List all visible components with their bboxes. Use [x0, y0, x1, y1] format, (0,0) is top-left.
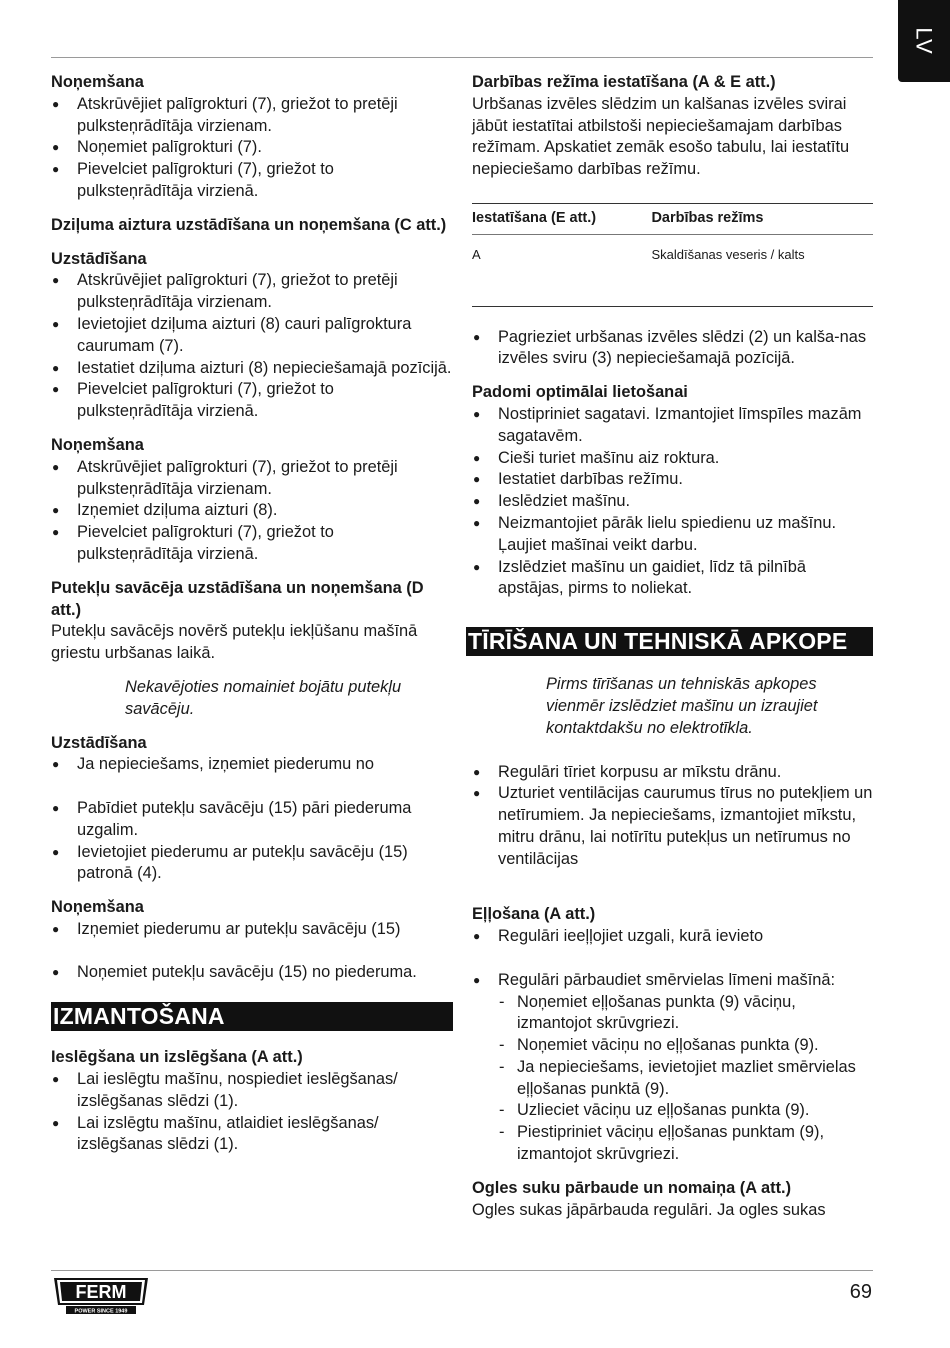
list-item: ● Izņemiet dziļuma aizturi (8).: [51, 500, 453, 522]
list-item: ● Noņemiet putekļu savācēju (15) no piederuma.: [51, 962, 453, 984]
list-item: - Uzlieciet vāciņu uz eļļošanas punkta (9).: [498, 1100, 873, 1122]
bullet-list: [51, 919, 453, 941]
page-number: 69: [849, 1281, 872, 1303]
list-item: ● Regulāri tīriet korpusu ar mīkstu drānu.: [472, 762, 873, 784]
bullet-list: [51, 1069, 453, 1156]
list-item: ● Noņemiet palīgrokturi (7).: [51, 137, 453, 159]
list-item: ● Pagrieziet urbšanas izvēles slēdzi (2) un kalša-nas izvēles sviru (3) nepieciešamajā pozīcijā.: [472, 327, 873, 371]
section-heading: Uzstādīšana: [51, 733, 147, 752]
list-item: ● Ievietojiet dziļuma aizturi (8) cauri palīgroktura caurumam (7).: [51, 314, 453, 358]
list-item: ● Ja nepieciešams, izņemiet piederumu no: [51, 754, 453, 776]
bullet-list: [51, 754, 453, 776]
section-heading: Noņemšana: [51, 73, 144, 91]
list-item: ● Atskrūvējiet palīgrokturi (7), griežot to pretēji pulksteņrādītāja virzienam.: [51, 457, 453, 501]
list-item: ● Lai izslēgtu mašīnu, atlaidiet ieslēgšanas/ izslēgšanas slēdzi (1).: [51, 1113, 453, 1157]
table-cell: A: [472, 246, 481, 262]
list-item: ● Ievietojiet piederumu ar putekļu savācēju (15) patronā (4).: [51, 842, 453, 886]
top-rule: [51, 57, 873, 58]
list-item: - Ja nepieciešams, ievietojiet mazliet smērvielas eļļošanas punktā (9).: [498, 1057, 873, 1101]
bullet-list: [472, 404, 873, 600]
bullet-list: [51, 798, 453, 885]
table-header: Iestatīšana (E att.): [472, 203, 651, 234]
right-column: [468, 72, 873, 1221]
section-heading: Darbības režīma iestatīšana (A & E att.): [472, 73, 776, 91]
list-item: ● Iestatiet darbības režīmu.: [472, 469, 873, 491]
list-item: ● Pievelciet palīgrokturi (7), griežot to pulksteņrādītāja virzienā.: [51, 522, 453, 566]
section-heading: Ieslēgšana un izslēgšana (A att.): [51, 1048, 303, 1067]
dash-list: [472, 992, 873, 1166]
list-item: ● Ieslēdziet mašīnu.: [472, 491, 873, 513]
table-cell: Skaldīšanas veseris / kalts: [651, 246, 805, 262]
bullet-list: [472, 970, 873, 992]
list-item: ● Pievelciet palīgrokturi (7), griežot to pulksteņrādītāja virzienā.: [51, 379, 453, 423]
paragraph: Urbšanas izvēles slēdzim un kalšanas izvēles svirai jābūt iestatītai atbilstoši nepieciešamajam darbības režīmam. Apskatiet zemāk esošo tabulu, lai iestatītu nepieciešamo darbības režīmu.: [472, 94, 850, 179]
section-band: IZMANTOŠANA: [51, 1002, 453, 1031]
section-heading: Noņemšana: [51, 435, 144, 454]
bullet-list: [472, 327, 873, 371]
logo-tagline: POWER SINCE 1949: [74, 1308, 128, 1315]
language-tab: [898, 0, 950, 82]
list-item: ● Pabīdiet putekļu savācēju (15) pāri piederuma uzgalim.: [51, 798, 453, 842]
list-item: ● Lai ieslēgtu mašīnu, nospiediet ieslēgšanas/ izslēgšanas slēdzi (1).: [51, 1069, 453, 1113]
paragraph: Ogles sukas jāpārbauda regulāri. Ja ogles sukas: [472, 1200, 826, 1219]
list-item: ● Pievelciet palīgrokturi (7), griežot to pulksteņrādītāja virzienā.: [51, 159, 453, 203]
section-heading: Uzstādīšana: [51, 249, 147, 268]
note: Pirms tīrīšanas un tehniskās apkopes vienmēr izslēdziet mašīnu un izraujiet kontaktdakšu no elektrotīkla.: [546, 675, 818, 737]
list-item: ● Iestatiet dziļuma aizturi (8) nepieciešamajā pozīcijā.: [51, 358, 453, 380]
list-item: - Noņemiet vāciņu no eļļošanas punkta (9).: [498, 1035, 873, 1057]
left-column: [51, 72, 453, 1156]
table-row: [472, 234, 873, 273]
section-band: TĪRĪŠANA UN TEHNISKĀ APKOPE: [466, 627, 873, 656]
mode-table: [472, 203, 873, 307]
language-code: LV: [912, 27, 937, 55]
section-heading: Dziļuma aiztura uzstādīšana un noņemšana (C att.): [51, 215, 447, 234]
note: Nekavējoties nomainiet bojātu putekļu savācēju.: [125, 677, 402, 718]
list-item: ● Atskrūvējiet palīgrokturi (7), griežot to pretēji pulksteņrādītāja virzienam.: [51, 270, 453, 314]
bullet-list: [51, 457, 453, 566]
section-heading: Eļļošana (A att.): [472, 905, 596, 924]
table-header: Darbības režīms: [651, 203, 873, 234]
list-item: ● Atskrūvējiet palīgrokturi (7), griežot to pretēji pulksteņrādītāja virzienam.: [51, 94, 453, 138]
list-item: - Noņemiet eļļošanas punkta (9) vāciņu, izmantojot skrūvgriezi.: [498, 992, 873, 1036]
bullet-list: [51, 270, 453, 423]
section-heading: Putekļu savācēja uzstādīšana un noņemšana (D att.): [51, 578, 424, 619]
list-item: ● Cieši turiet mašīnu aiz roktura.: [472, 448, 873, 470]
list-item: ● Izņemiet piederumu ar putekļu savācēju (15): [51, 919, 453, 941]
ferm-logo: [52, 1275, 150, 1317]
list-item: ● Uzturiet ventilācijas caurumus tīrus no putekļiem un netīrumiem. Ja nepieciešams, izmantojiet mīkstu, mitru drānu, lai notīrītu putekļus un netīrumus no ventilācijas: [472, 783, 873, 870]
bullet-list: [472, 762, 873, 871]
list-item: ● Izslēdziet mašīnu un gaidiet, līdz tā pilnībā apstājas, pirms to noliekat.: [472, 557, 873, 601]
bottom-rule: [51, 1270, 873, 1271]
list-item: ● Neizmantojiet pārāk lielu spiedienu uz mašīnu. Ļaujiet mašīnai veikt darbu.: [472, 513, 873, 557]
list-item: ● Regulāri ieeļļojiet uzgali, kurā ievieto: [472, 926, 873, 948]
list-item: ● Nostipriniet sagatavi. Izmantojiet līmspīles mazām sagatavēm.: [472, 404, 873, 448]
bullet-list: [51, 962, 453, 984]
list-item: - Piestipriniet vāciņu eļļošanas punktam (9), izmantojot skrūvgriezi.: [498, 1122, 873, 1166]
paragraph: Putekļu savācējs novērš putekļu iekļūšanu mašīnā griestu urbšanas laikā.: [51, 622, 418, 663]
section-heading: Ogles suku pārbaude un nomaiņa (A att.): [472, 1178, 792, 1197]
bullet-list: [51, 94, 453, 203]
section-heading: Padomi optimālai lietošanai: [472, 383, 688, 402]
logo-text: FERM: [75, 1282, 127, 1302]
section-heading: Noņemšana: [51, 898, 144, 917]
list-item: ● Regulāri pārbaudiet smērvielas līmeni mašīnā:: [472, 970, 873, 992]
bullet-list: [472, 926, 873, 948]
